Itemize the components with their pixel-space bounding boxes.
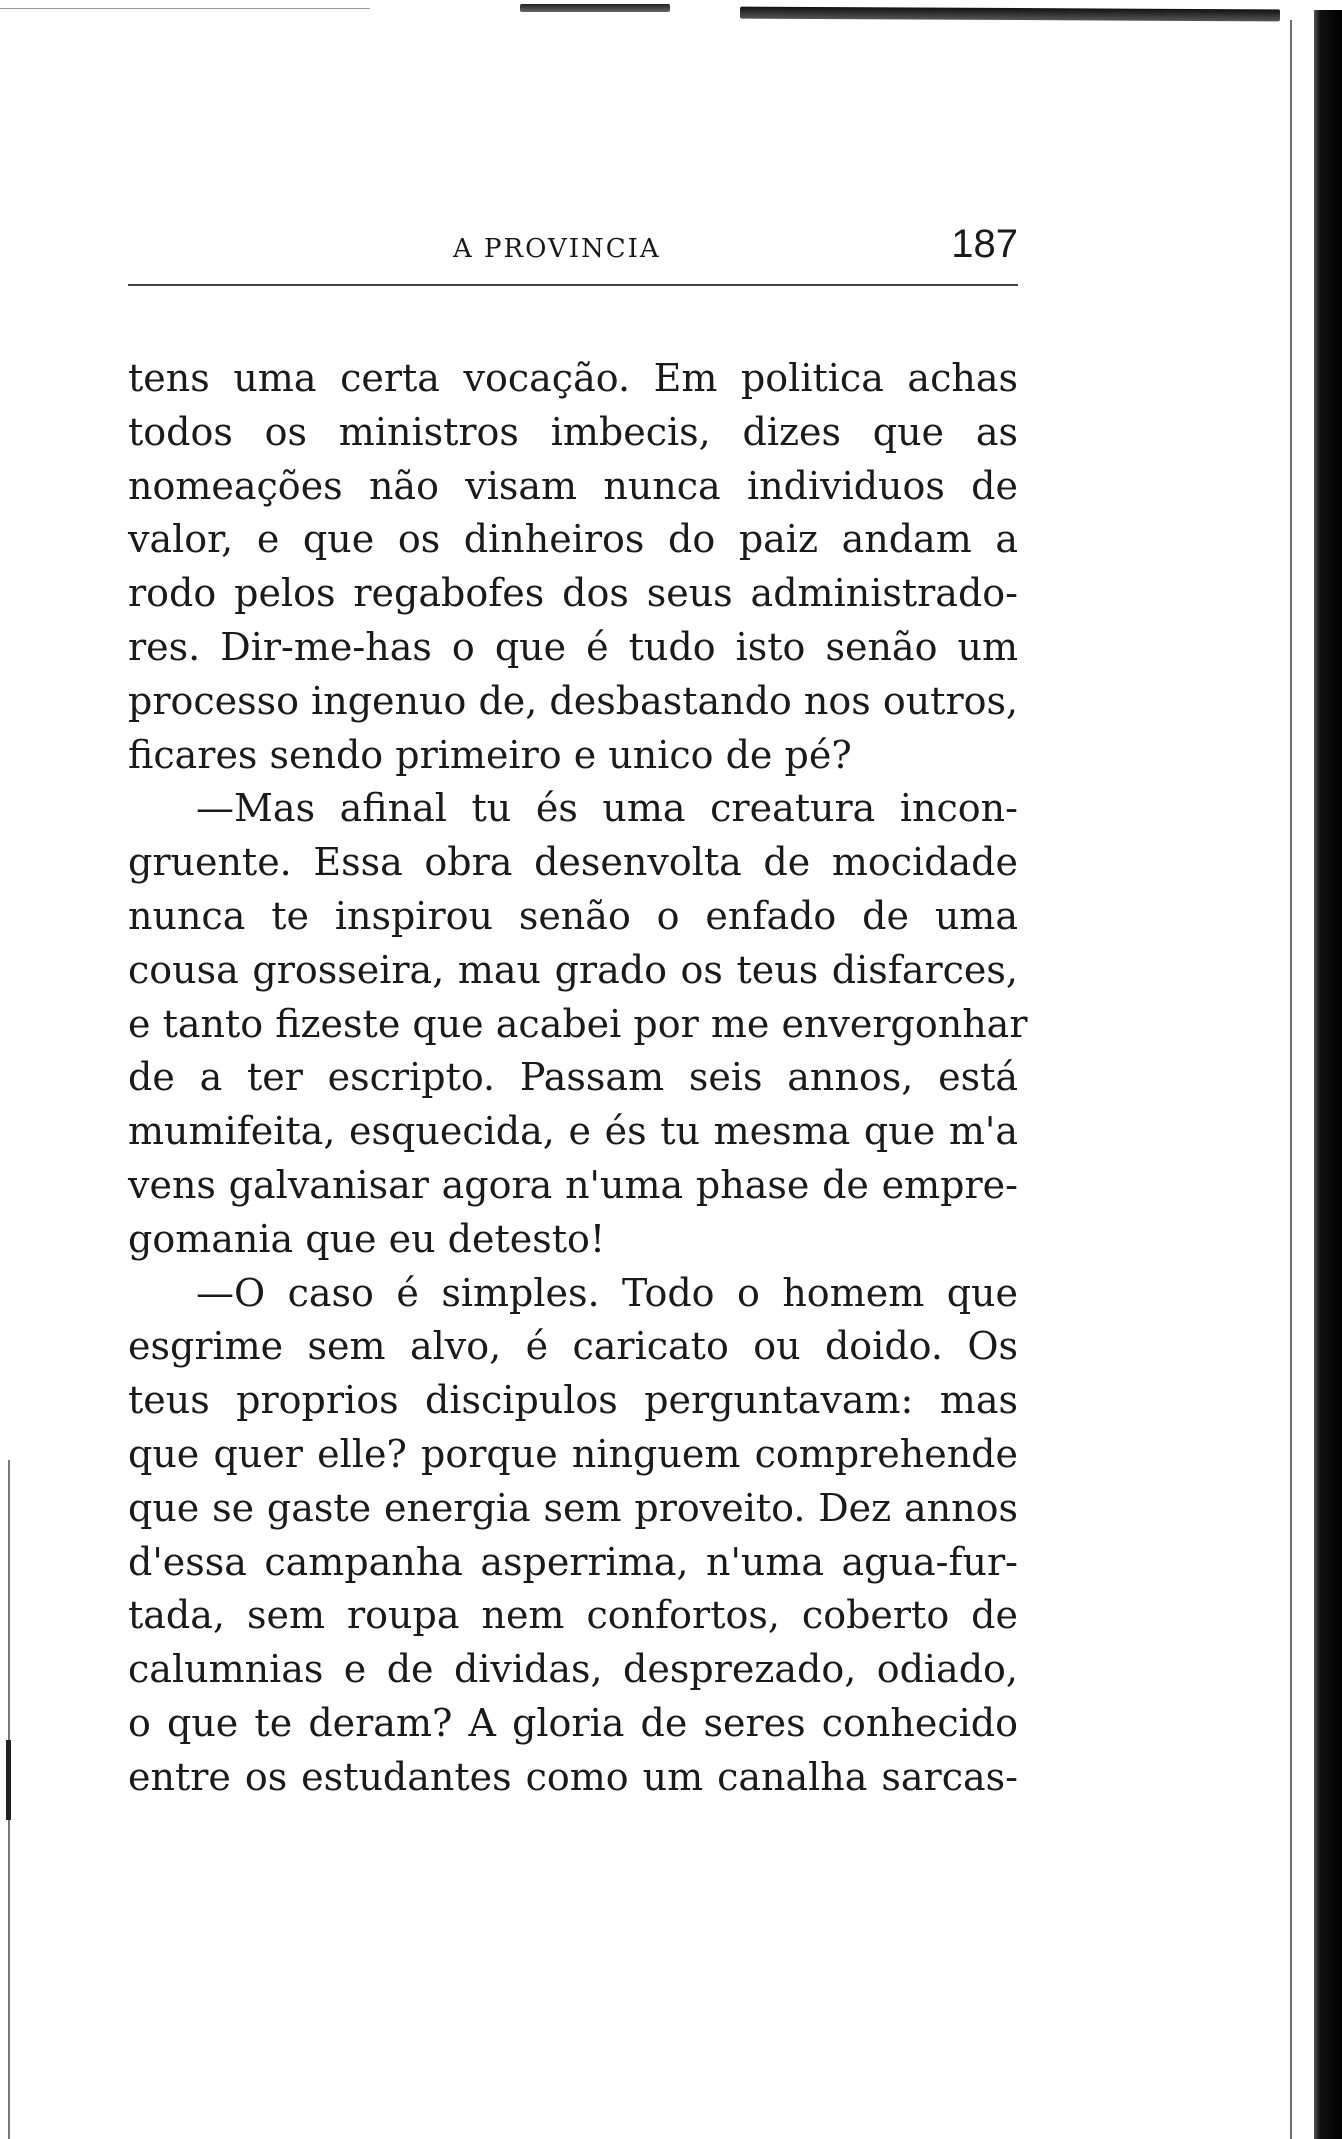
text-line: que quer elle? porque ninguem comprehende	[128, 1431, 1018, 1476]
text-line: calumnias e de dividas, desprezado, odiado,	[128, 1647, 1018, 1692]
text-line: que se gaste energia sem proveito. Dez annos	[128, 1485, 1018, 1530]
text-line: e tanto fizeste que acabei por me envergonhar	[128, 1001, 1028, 1046]
text-line: entre os estudantes como um canalha sarcas-	[128, 1754, 1018, 1799]
text-line: nomeações não visam nunca individuos de	[128, 463, 1018, 508]
text-line: tens uma certa vocação. Em politica achas	[128, 356, 1018, 400]
scan-page-edge	[1314, 10, 1342, 2139]
body-text	[128, 352, 1028, 1805]
text-line: gruente. Essa obra desenvolta de mocidade	[128, 840, 1018, 885]
text-line: gomania que eu detesto!	[128, 1216, 606, 1261]
header-rule	[128, 284, 1018, 286]
text-line: res. Dir-me-has o que é tudo isto senão um	[128, 624, 1018, 669]
scan-top-rule	[0, 8, 370, 9]
text-line: —Mas afinal tu és uma creatura incon-	[196, 786, 1018, 831]
page-header	[128, 220, 1018, 276]
text-line: cousa grosseira, mau grado os teus disfarces,	[128, 947, 1018, 992]
text-line: processo ingenuo de, desbastando nos outros,	[128, 678, 1019, 723]
text-line: de a ter escripto. Passam seis annos, está	[128, 1055, 1018, 1100]
text-line: ficares sendo primeiro e unico de pé?	[128, 732, 852, 777]
text-line: vens galvanisar agora n'uma phase de empre-	[128, 1162, 1018, 1207]
scan-left-edge-mark	[6, 1740, 11, 1820]
scan-ink-mark	[740, 7, 1280, 22]
text-line: esgrime sem alvo, é caricato ou doido. Os	[128, 1324, 1018, 1369]
scan-page-edge-line	[1290, 20, 1292, 2139]
text-line: —O caso é simples. Todo o homem que	[196, 1270, 1018, 1315]
running-title: A PROVINCIA	[453, 234, 661, 264]
text-line: todos os ministros imbecis, dizes que as	[128, 409, 1018, 454]
text-line: teus proprios discipulos perguntavam: mas	[128, 1378, 1018, 1423]
text-line: o que te deram? A gloria de seres conhecido	[128, 1700, 1018, 1745]
scan-ink-mark	[520, 4, 670, 12]
page-number: 187	[951, 222, 1018, 266]
text-line: mumifeita, esquecida, e és tu mesma que m'a	[128, 1109, 1018, 1154]
text-line: nunca te inspirou senão o enfado de uma	[128, 893, 1018, 938]
text-line: tada, sem roupa nem confortos, coberto de	[128, 1593, 1018, 1638]
text-line: rodo pelos regabofes dos seus administrado-	[128, 571, 1018, 616]
text-line: d'essa campanha asperrima, n'uma agua-fur-	[128, 1539, 1018, 1584]
text-line: valor, e que os dinheiros do paiz andam a	[128, 517, 1018, 562]
